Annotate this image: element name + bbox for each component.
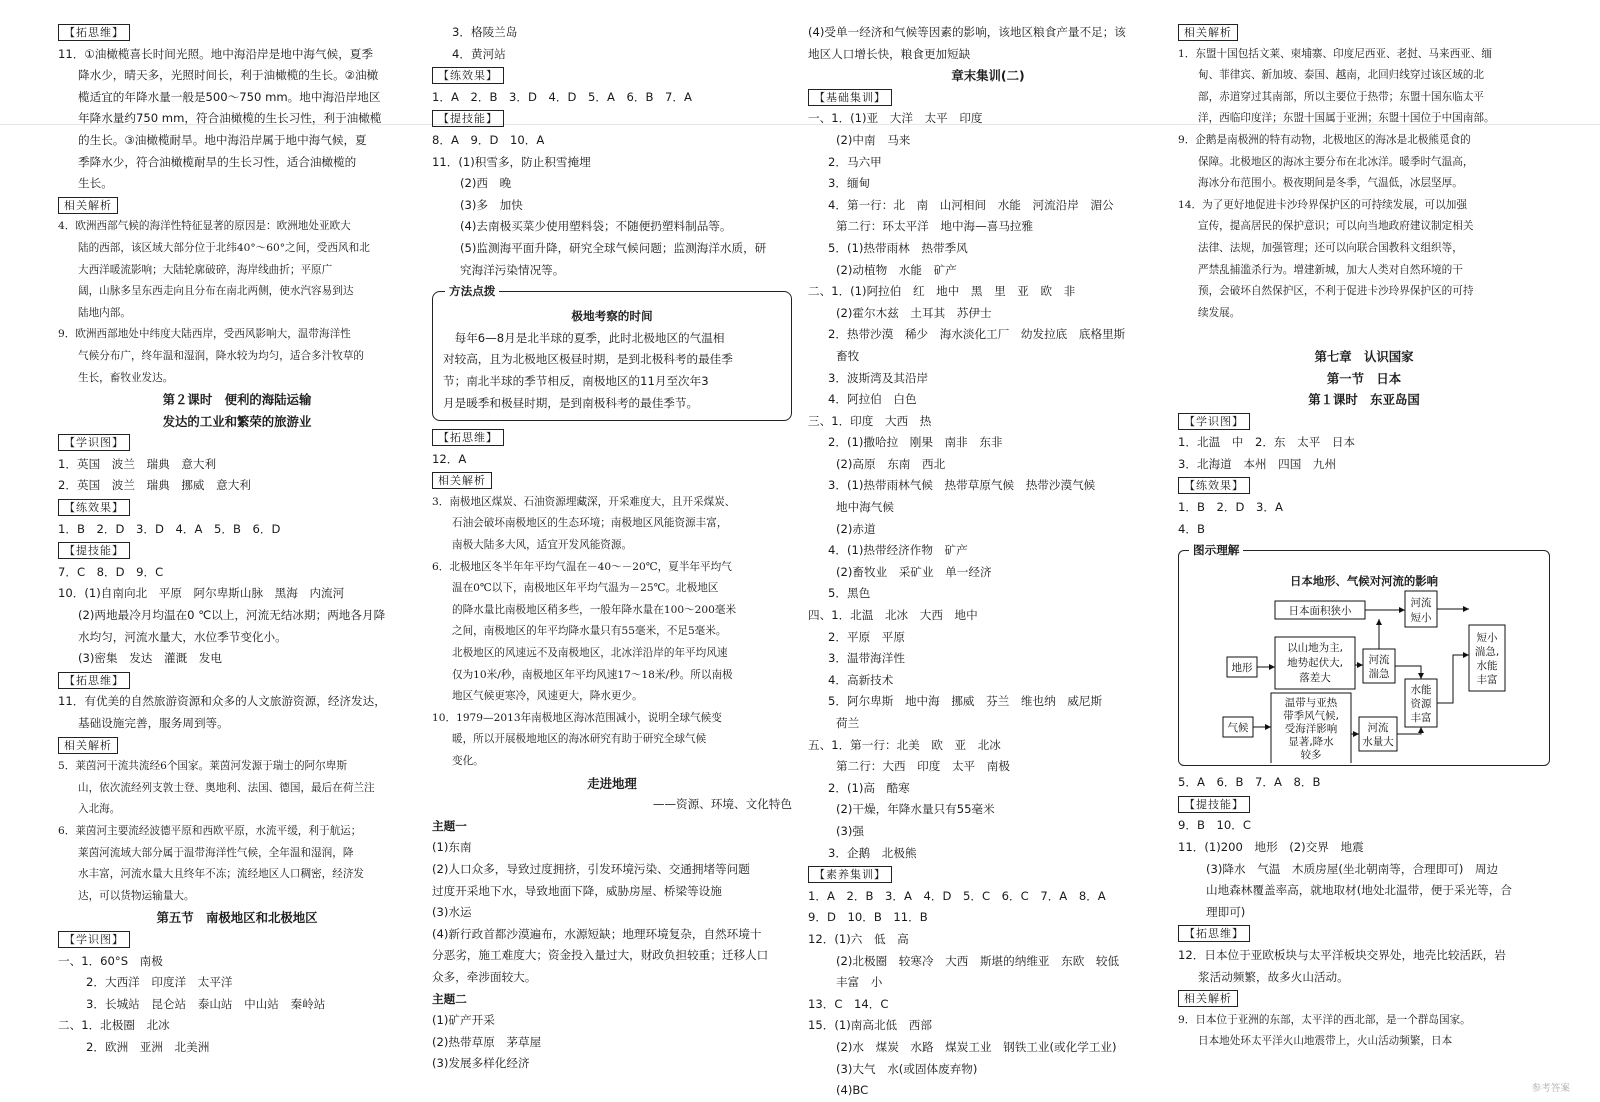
monsoon-label: 带季风气候, [1283,710,1339,723]
answer-line: 分恶劣，施工难度大；资金投入量过大，财政负担较重；迁移人口 [432,948,769,963]
answer-line: (2)两地最冷月均温在0 ℃以上，河流无结冰期；两地各月降 [78,608,386,623]
answer-line: (2)中南 马来 [836,132,911,147]
mountain-label: 地势起伏大, [1287,657,1343,670]
tag-row [58,195,416,217]
monsoon-label: 受海洋影响 [1284,723,1338,736]
analysis-line: 续发展。 [1198,306,1241,319]
column-2-bottom [432,427,792,1075]
answer-line: 9．D 10．B 11．B [808,910,928,925]
answer-line: 12．A [432,451,467,466]
answer-line: (2)西 晚 [460,176,512,191]
analysis-line: 达，可以货物运输量大。 [78,889,195,902]
answer-line: 12．日本位于亚欧板块与太平洋板块交界处，地壳比较活跃，岩 [1178,948,1506,962]
analysis-line: 10．1979—2013年南极地区海冰范围减小，说明全球气候变 [432,711,722,724]
analysis-line: 4．欧洲西部气候的海洋性特征显著的原因是：欧洲地处亚欧大 [58,220,351,233]
answer-line: 3．北海道 本州 四国 九州 [1178,456,1337,471]
method-tip-line: 每年6—8月是北半球的夏季，此时北极地区的气温相 [443,330,725,345]
answer-line: 5．(1)热带雨林 热带季风 [828,240,968,255]
answer-line: (1)矿产开采 [432,1013,495,1028]
section-heading: 第２课时 便利的海陆运输 [162,392,312,408]
answer-line: 15．(1)南高北低 西部 [808,1018,932,1033]
section-heading: 第一节 日本 [1326,370,1402,386]
analysis-line: 暖，所以开展极地地区的海冰研究有助于研究全球气候 [452,733,707,746]
section-heading: 走进地理 [587,775,637,791]
answer-line: 9．B 10．C [1178,818,1251,833]
answer-line: 畜牧 [836,348,860,363]
flowchart [1179,551,1547,763]
answer-line: 五、1．第一行：北美 欧 亚 北冰 [808,737,1001,752]
tag-row [1178,988,1550,1010]
section-tag: 【练效果】 [432,67,504,84]
answer-line: 4．高新技术 [828,672,894,687]
answer-line: 4．B [1178,521,1205,536]
terrain-label: 地形 [1231,662,1253,675]
analysis-line: 入北海。 [78,803,121,816]
answer-line: 2．平原 平原 [828,629,905,644]
analysis-line: 阔，山脉多呈东西走向且分布在南北两侧，使水汽容易到达 [78,285,354,298]
analysis-line: 9．企鹅是南极洲的特有动物，北极地区的海冰是北极熊觅食的 [1178,133,1471,146]
monsoon-label: 较多 [1300,749,1322,762]
climate-label: 气候 [1227,722,1249,735]
answer-line: 一、1．(1)亚 大洋 太平 印度 [808,111,983,126]
area-label: 日本面积狭小 [1288,605,1352,618]
diagram-title: 图示理解 [1189,542,1243,558]
answer-line: 基础设施完善，服务周到等。 [78,716,229,730]
method-tip-subtitle: 极地考察的时间 [571,309,653,324]
answer-line: 1．北温 中 2．东 太平 日本 [1178,435,1356,450]
answer-line: 11．有优美的自然旅游资源和众多的人文旅游资源，经济发达， [58,694,386,709]
answer-line: 4．第一行：北 南 山河相间 水能 河流沿岸 湄公 [828,197,1114,212]
section-tag: 【拓思维】 [432,429,504,446]
column-4-bottom [1178,772,1550,1053]
section-heading: 第五节 南极地区和北极地区 [156,910,318,926]
analysis-line: 6．莱茵河主要流经波德平原和西欧平原，水流平缓，利于航运； [58,824,362,837]
method-tip-title: 方法点拨 [445,283,499,299]
tag-row [432,108,792,130]
answer-line: 7．C 8．D 9．C [58,564,164,579]
answer-line: 年降水量约750 mm，符合油橄榄的生长习性，利于油橄榄 [78,111,382,126]
answer-line: 四、1．北温 北冰 大西 地中 [808,608,978,623]
answer-line: (3)强 [836,823,865,838]
method-tip-line: 对较高，且为北极地区极昼时期，是到北极科考的最佳季 [443,352,733,367]
method-tip-line: 节；南北半球的季节相反，南极地区的11月至次年3 [443,373,709,388]
result-label: 湍急, [1474,646,1500,659]
answer-line: (2)水 煤炭 水路 煤炭工业 钢铁工业(或化学工业) [836,1039,1117,1054]
answer-line: 过度开采地下水，导致地面下降，威胁房屋、桥梁等设施 [432,883,722,898]
result-label: 丰富 [1476,674,1498,687]
section-tag: 【学识图】 [1178,413,1250,430]
analysis-line: 山，依次流经列支敦士登、奥地利、法国、德国，最后在荷兰注 [78,781,375,794]
answer-line: 8．A 9．D 10．A [432,132,545,147]
answer-line: (4)BC [836,1083,869,1098]
spacer [1178,324,1550,346]
tag-row [58,497,416,519]
section-tag: 【提技能】 [1178,796,1250,813]
answer-line: 理即可) [1206,904,1246,919]
answer-line: (2)干燥，年降水量只有55毫米 [836,802,995,817]
analysis-line: 的降水量比南极地区稍多些，一般年降水量在100～200毫米 [452,603,737,616]
analysis-line: 法律、法规，加强管理；还可以向联合国教科文组织等， [1198,241,1463,254]
section-tag: 【提技能】 [432,110,504,127]
analysis-box-label: 相关解析 [1178,990,1238,1007]
answer-line: 3．企鹅 北极熊 [828,845,917,860]
section-heading: 章末集训(二) [951,68,1025,84]
answer-line: 4．(1)热带经济作物 矿产 [828,543,968,558]
tag-row [58,540,416,562]
analysis-line: 大西洋暖流影响；大陆轮廓破碎，海岸线曲折；平原广 [78,263,333,276]
analysis-line: 陆地内部。 [78,306,131,319]
answer-line: 5．阿尔卑斯 地中海 挪威 芬兰 维也纳 威尼斯 [828,694,1103,709]
answer-line: 生长。 [78,176,113,191]
analysis-line: 5．莱茵河干流共流经6个国家。莱茵河发源于瑞士的阿尔卑斯 [58,760,347,773]
tag-row [58,432,416,454]
answer-line: 1．英国 波兰 瑞典 意大利 [58,456,217,471]
answer-line: 13．C 14．C [808,996,889,1011]
section-tag: 【练效果】 [58,499,130,516]
answer-line: (1)东南 [432,840,472,855]
analysis-line: 甸、菲律宾、新加坡、泰国、越南，北回归线穿过该区域的北 [1198,69,1485,82]
analysis-line: 9．日本位于亚洲的东部，太平洋的西北部，是一个群岛国家。 [1178,1013,1471,1026]
answer-line: 榄适宜的年降水量一般是500～750 mm。地中海沿岸地区 [78,89,381,104]
analysis-line: 洋，西临印度洋；东盟十国属于亚洲；东盟十国位于中国南部。 [1198,112,1495,125]
answer-line: 浆活动频繁，故多火山活动。 [1198,969,1349,984]
section-tag: 【基础集训】 [808,89,892,106]
section-tag: 【学识图】 [58,434,130,451]
answer-line: (3)密集 发达 灌溉 发电 [78,651,222,666]
answer-line: 山地森林覆盖率高，就地取材(地处北温带，便于采光等，合 [1206,883,1512,898]
answer-line: 5．黑色 [828,586,871,601]
answer-line: 11．①油橄榄喜长时间光照。地中海沿岸是地中海气候，夏季 [58,46,373,61]
answer-line: (3)发展多样化经济 [432,1056,530,1071]
section-tag: 【提技能】 [58,542,130,559]
analysis-line: 日本地处环太平洋火山地震带上，火山活动频繁，日本 [1198,1035,1453,1048]
answer-line: 究海洋污染情况等。 [460,262,565,277]
analysis-line: 气候分布广，终年温和湿润，降水较为均匀，适合多汁牧草的 [78,349,365,362]
analysis-line: 温在0℃以下，南极地区年平均气温为－25℃。北极地区 [452,582,719,595]
answer-line: (5)监测海平面升降，研究全球气候问题；监测海洋水质，研 [460,240,767,255]
column-2-top [432,22,792,281]
monsoon-label: 温带与亚热 [1284,697,1338,710]
analysis-line: 北极地区的风速远不及南极地区，北冰洋沿岸的年平均风速 [452,647,728,660]
volume-label: 水量大 [1362,736,1394,749]
answer-line: 3．格陵兰岛 [452,25,518,39]
answer-line: 二、1．北极圈 北冰 [58,1018,170,1033]
tag-row [1178,22,1550,44]
analysis-box-label: 相关解析 [1178,24,1238,41]
answer-line: 2．欧洲 亚洲 北美洲 [86,1039,210,1054]
analysis-box-label: 相关解析 [58,197,118,214]
method-tip-box [432,284,792,421]
answer-line: 2．热带沙漠 稀少 海水淡化工厂 幼发拉底 底格里斯 [828,327,1126,342]
tag-row [432,427,792,449]
tag-row [1178,475,1550,497]
section-tag: 【拓思维】 [58,672,130,689]
column-4 [1178,22,1550,1053]
analysis-line: 之间，南极地区的年平均降水量只有55毫米，不足5毫米。 [452,625,727,638]
analysis-line: 地区气候更寒冷，风速更大，降水更少。 [452,690,643,703]
tag-row [432,470,792,492]
section-tag: 【拓思维】 [58,24,130,41]
answer-line: 一、1．60°S 南极 [58,953,163,968]
answer-line: 4．黄河站 [452,46,506,61]
answer-line: 丰富 小 [836,975,883,990]
analysis-line: 生长，畜牧业发达。 [78,371,174,384]
answer-line: (2)赤道 [836,521,876,536]
answer-line: (2)高原 东南 西北 [836,456,946,471]
answer-line: 降水少，晴天多，光照时间长，利于油橄榄的生长。②油橄 [78,68,379,83]
answer-line: (2)北极圈 较寒冷 大西 斯堪的纳维亚 东欧 较低 [836,953,1120,968]
column-3 [808,22,1168,1102]
section-heading: 第七章 认识国家 [1314,348,1414,364]
section-tag: 【拓思维】 [1178,925,1250,942]
answer-line: (2)热带草原 茅草屋 [432,1034,542,1049]
short-label: 短小 [1410,612,1432,625]
section-tag: 【学识图】 [58,931,130,948]
answer-line: 4．阿拉伯 白色 [828,392,917,407]
hydro-label: 水能 [1410,684,1432,697]
section-tag: 【素养集训】 [808,866,892,883]
answer-line: 3．(1)热带雨林气候 热带草原气候 热带沙漠气候 [828,478,1096,493]
topic-heading: 主题二 [432,991,467,1006]
answer-line: 11．(1)积雪多，防止积雪掩埋 [432,154,591,169]
section-subheading: ——资源、环境、文化特色 [652,797,792,812]
answer-line: 1．A 2．B 3．A 4．D 5．C 6．C 7．A 8．A [808,888,1106,903]
answer-line: 11．(1)200 地形 (2)交界 地震 [1178,840,1364,855]
answer-line: 第二行：环太平洋 地中海—喜马拉雅 [836,219,1034,234]
section-tag: 【练效果】 [1178,477,1250,494]
answer-line: (3)多 加快 [460,197,523,212]
analysis-line: 水丰富，河流水量大且终年不冻；流经地区人口稠密，经济发 [78,868,365,881]
answer-line: 3．波斯湾及其沿岸 [828,370,929,385]
analysis-box-label: 相关解析 [58,737,118,754]
answer-line: 众多，牵涉面较大。 [432,969,537,984]
analysis-line: 严禁乱捕滥杀行为。增建新城，加大人类对自然环境的干 [1198,263,1463,276]
column-4-top [1178,22,1550,540]
answer-line: 10．(1)自南向北 平原 阿尔卑斯山脉 黑海 内流河 [58,586,345,601]
tag-row [1178,794,1550,816]
column-2 [432,22,792,1075]
analysis-box-label: 相关解析 [432,472,492,489]
tag-row [58,670,416,692]
tag-row [58,735,416,757]
answer-line: 2．大西洋 印度洋 太平洋 [86,975,233,990]
answer-line: 第二行：大西 印度 太平 南极 [836,759,1010,774]
analysis-line: 3．南极地区煤炭、石油资源埋藏深，开采难度大，且开采煤炭、 [432,495,736,508]
mountain-label: 以山地为主, [1287,642,1343,655]
analysis-line: 陆的西部，该区域大部分位于北纬40°～60°之间，受西风和北 [78,241,370,254]
answer-line: 5．A 6．B 7．A 8．B [1178,775,1321,790]
answer-line: (4)去南极买菜少使用塑料袋；不随便扔塑料制品等。 [460,219,732,234]
answer-line: 3．缅甸 [828,176,871,191]
result-label: 水能 [1476,660,1498,673]
hydro-label: 资源 [1410,698,1432,711]
rapid-label: 湍急 [1368,668,1390,681]
monsoon-label: 显著,降水 [1288,736,1334,749]
analysis-line: 海冰分布范围小。极夜期间是冬季，气温低，冰层坚厚。 [1198,177,1463,190]
section-heading: 发达的工业和繁荣的旅游业 [162,413,312,429]
answer-line: (3)水运 [432,905,472,920]
answer-line: 地区人口增长快，粮食更加短缺 [808,46,971,61]
answer-line: (2)霍尔木兹 土耳其 苏伊士 [836,305,992,320]
answer-line: 1．A 2．B 3．D 4．D 5．A 6．B 7．A [432,89,692,104]
answer-line: (2)人口众多，导致过度拥挤，引发环境污染、交通拥堵等问题 [432,861,750,876]
answer-line: 12．(1)六 低 高 [808,931,909,946]
japan-river-diagram [1178,543,1550,766]
analysis-line: 9．欧洲西部地处中纬度大陆西岸，受西风影响大，温带海洋性 [58,328,351,341]
answer-line: 3．温带海洋性 [828,651,905,666]
answer-line: (2)畜牧业 采矿业 单一经济 [836,564,992,579]
analysis-line: 1．东盟十国包括文莱、柬埔寨、印度尼西亚、老挝、马来西亚、缅 [1178,47,1492,60]
answer-line: (2)动植物 水能 矿产 [836,262,957,277]
analysis-line: 预，会破坏自然保护区，不利于促进卡沙玲界保护区的可持 [1198,285,1474,298]
answer-line: 1．B 2．D 3．A [1178,500,1283,515]
answer-line: (4)受单一经济和气候等因素的影响，该地区粮食产量不足；该 [808,25,1126,39]
answer-line: 的生长。③油橄榄耐旱。地中海沿岸属于地中海气候，夏 [78,132,367,147]
topic-heading: 主题一 [432,818,467,833]
answer-line: 2．(1)高 酷寒 [828,780,910,795]
tag-row [58,22,416,44]
page-footer: 参考答案 [1531,1083,1570,1094]
answer-line: 2．英国 波兰 瑞典 挪威 意大利 [58,478,251,493]
tag-row [432,65,792,87]
volume-label: 河流 [1367,722,1389,735]
analysis-line: 南极大陆多大风，适宜开发风能资源。 [452,539,633,552]
tag-row [808,87,1168,109]
method-tip-line: 月是暖季和极昼时期，是到南极科考的最佳季节。 [443,395,699,410]
analysis-line: 石油会破坏南极地区的生态环境；南极地区风能资源丰富， [452,517,728,530]
rapid-label: 河流 [1368,654,1390,667]
section-heading: 第１课时 东亚岛国 [1308,392,1420,408]
answer-line: 3．长城站 昆仑站 泰山站 中山站 秦岭站 [86,996,326,1011]
answer-line: 荷兰 [836,716,860,730]
short-label: 河流 [1410,597,1432,610]
answer-line: 三、1．印度 大西 热 [808,413,932,428]
analysis-line: 部，赤道穿过其南部，所以主要位于热带；东盟十国东临太平 [1198,90,1485,103]
tag-row [808,864,1168,886]
answer-line: (4)新行政首都沙漠遍布，水源短缺；地理环境复杂，自然环境十 [432,926,762,941]
tag-row [1178,923,1550,945]
analysis-line: 莱茵河流域大部分属于温带海洋性气候，全年温和湿润，降 [78,846,354,859]
analysis-line: 14．为了更好地促进卡沙玲界保护区的可持续发展，可以加强 [1178,198,1467,211]
tag-row [58,929,416,951]
answer-line: (3)降水 气温 木质房屋(坐北朝南等，合理即可) 周边 [1206,861,1499,876]
diagram-heading: 日本地形、气候对河流的影响 [1289,574,1439,589]
analysis-line: 保障。北极地区的海冰主要分布在北冰洋。暖季时气温高， [1198,155,1474,168]
answer-line: 水均匀，河流水量大，水位季节变化小。 [78,629,287,644]
answer-line: 地中海气候 [836,500,894,515]
tag-row [1178,411,1550,433]
hydro-label: 丰富 [1410,712,1432,725]
column-1 [58,22,416,1059]
mountain-label: 落差大 [1299,672,1331,685]
answer-line: 季降水少，符合油橄榄耐旱的生长习性，适合油橄榄的 [78,154,357,169]
answer-line: (3)大气 水(或固体废弃物) [836,1061,978,1076]
answer-line: 2．马六甲 [828,154,882,169]
answer-line: 二、1．(1)阿拉伯 红 地中 黑 里 亚 欧 非 [808,284,1076,299]
answer-line: 2．(1)撒哈拉 刚果 南非 东非 [828,435,1003,450]
analysis-line: 变化。 [452,755,484,767]
answer-line: 1．B 2．D 3．D 4．A 5．B 6．D [58,521,281,536]
analysis-line: 宣传，提高居民的保护意识；可以向当地政府建议制定相关 [1198,220,1474,233]
analysis-line: 6．北极地区冬半年年平均气温在－40～－20℃，夏半年平均气 [432,560,732,573]
analysis-line: 仅为10米/秒，南极地区年平均风速17～18米/秒。所以南极 [452,668,733,681]
result-label: 短小 [1476,632,1498,645]
